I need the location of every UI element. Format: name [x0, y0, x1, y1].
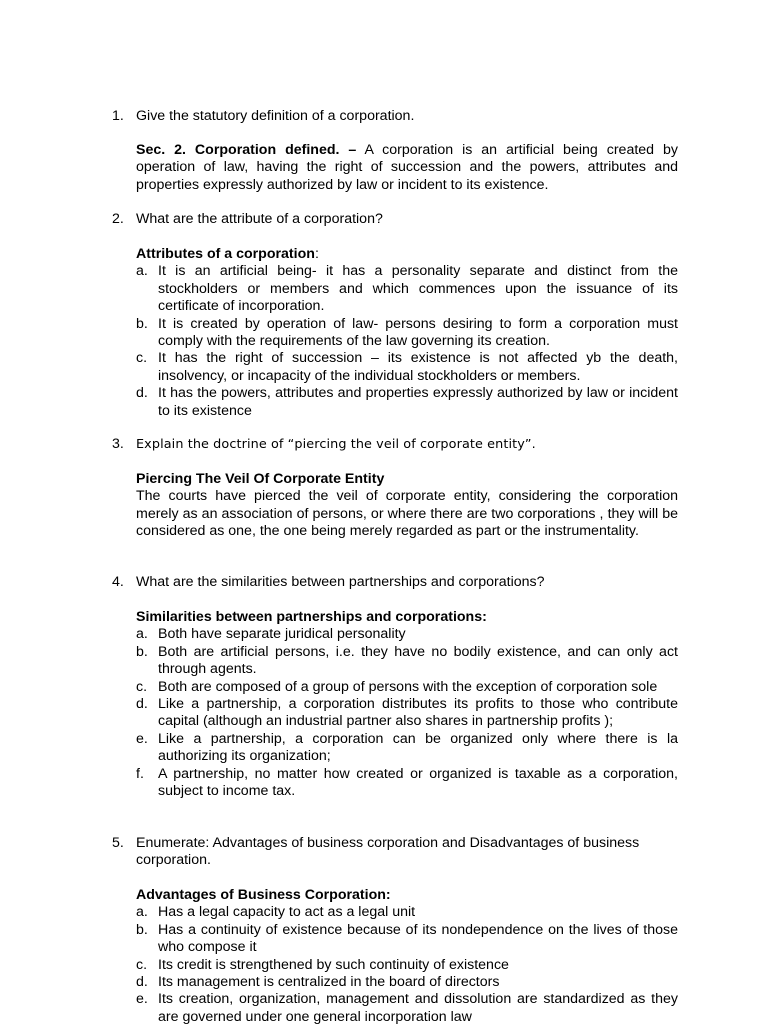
question-text: Give the statutory definition of a corporation. — [136, 108, 415, 124]
answer-heading: Attributes of a corporation: — [136, 246, 319, 262]
answer-paragraph: The courts have pierced the veil of corporate entity, considering the corporation merely as an association of persons, or where there are two corporations , they will be considered as one, the one being merely regarded as part or the instrumentality. — [136, 488, 678, 540]
question-number: 1. — [112, 108, 124, 124]
answer-1 — [136, 142, 678, 194]
answer-heading: Piercing The Veil Of Corporate Entity — [136, 471, 385, 487]
question-number: 4. — [112, 574, 124, 590]
question-number: 2. — [112, 211, 124, 227]
question-5 — [112, 835, 678, 870]
answer-5 — [136, 887, 678, 1024]
question-number: 3. — [112, 436, 124, 452]
list-item: d. It has the powers, attributes and properties expressly authorized by law or incident to its existence — [136, 385, 678, 419]
question-text: What are the similarities between partnerships and corporations? — [136, 574, 545, 590]
list-item: e. Its creation, organization, management and dissolution are standardized as they are governed under one general incorporation law — [136, 991, 678, 1024]
list-item: d. Like a partnership, a corporation distributes its profits to those who contribute capital (although an industrial partner also shares in partnership profits ); — [136, 696, 678, 730]
list-item: b. Has a continuity of existence because of its nondependence on the lives of those who compose it — [136, 921, 678, 956]
question-text: What are the attribute of a corporation? — [136, 211, 383, 227]
answer-heading: Similarities between partnerships and corporations: — [136, 609, 487, 625]
list-item: c. Both are composed of a group of persons with the exception of corporation sole — [136, 678, 658, 695]
answer-3 — [136, 471, 678, 541]
answer-4 — [136, 609, 678, 800]
list-item: c. It has the right of succession – its existence is not affected yb the death, insolvency, or incapacity of the individual stockholders or members. — [136, 350, 678, 384]
answer-2 — [136, 246, 678, 420]
list-item: a. It is an artificial being- it has a personality separate and distinct from the stockholders or members and which commences upon the issuance of its certificate of incorporation. — [136, 263, 678, 315]
section-heading: Sec. 2. Corporation defined. – — [136, 142, 357, 158]
answer-text: A corporation is an artificial being created by operation of law, having the right of succession and the powers, attributes and properties expressly authorized by law or incident to its existence. — [136, 142, 678, 193]
list-item: f. A partnership, no matter how created or organized is taxable as a corporation, subject to income tax. — [136, 765, 678, 800]
list-item: a. Has a legal capacity to act as a legal unit — [136, 904, 416, 921]
list-item: b. It is created by operation of law- persons desiring to form a corporation must comply with the requirements of the law governing its creation. — [136, 315, 678, 350]
answer-heading: Advantages of Business Corporation: — [136, 887, 391, 903]
question-number: 5. — [112, 835, 124, 851]
question-text: Explain the doctrine of “piercing the veil of corporate entity”. — [136, 437, 536, 452]
question-text: Enumerate: Advantages of business corporation and Disadvantages of business corporation. — [136, 835, 640, 869]
question-3 — [112, 436, 678, 453]
question-2 — [112, 211, 678, 228]
question-4 — [112, 574, 678, 591]
list-item: d. Its management is centralized in the board of directors — [136, 974, 500, 991]
list-item: c. Its credit is strengthened by such continuity of existence — [136, 956, 509, 973]
list-item: e. Like a partnership, a corporation can be organized only where there is la authorizing its organization; — [136, 730, 678, 765]
list-item: a. Both have separate juridical personality — [136, 626, 406, 643]
question-1 — [112, 108, 678, 125]
list-item: b. Both are artificial persons, i.e. they have no bodily existence, and can only act through agents. — [136, 643, 678, 678]
